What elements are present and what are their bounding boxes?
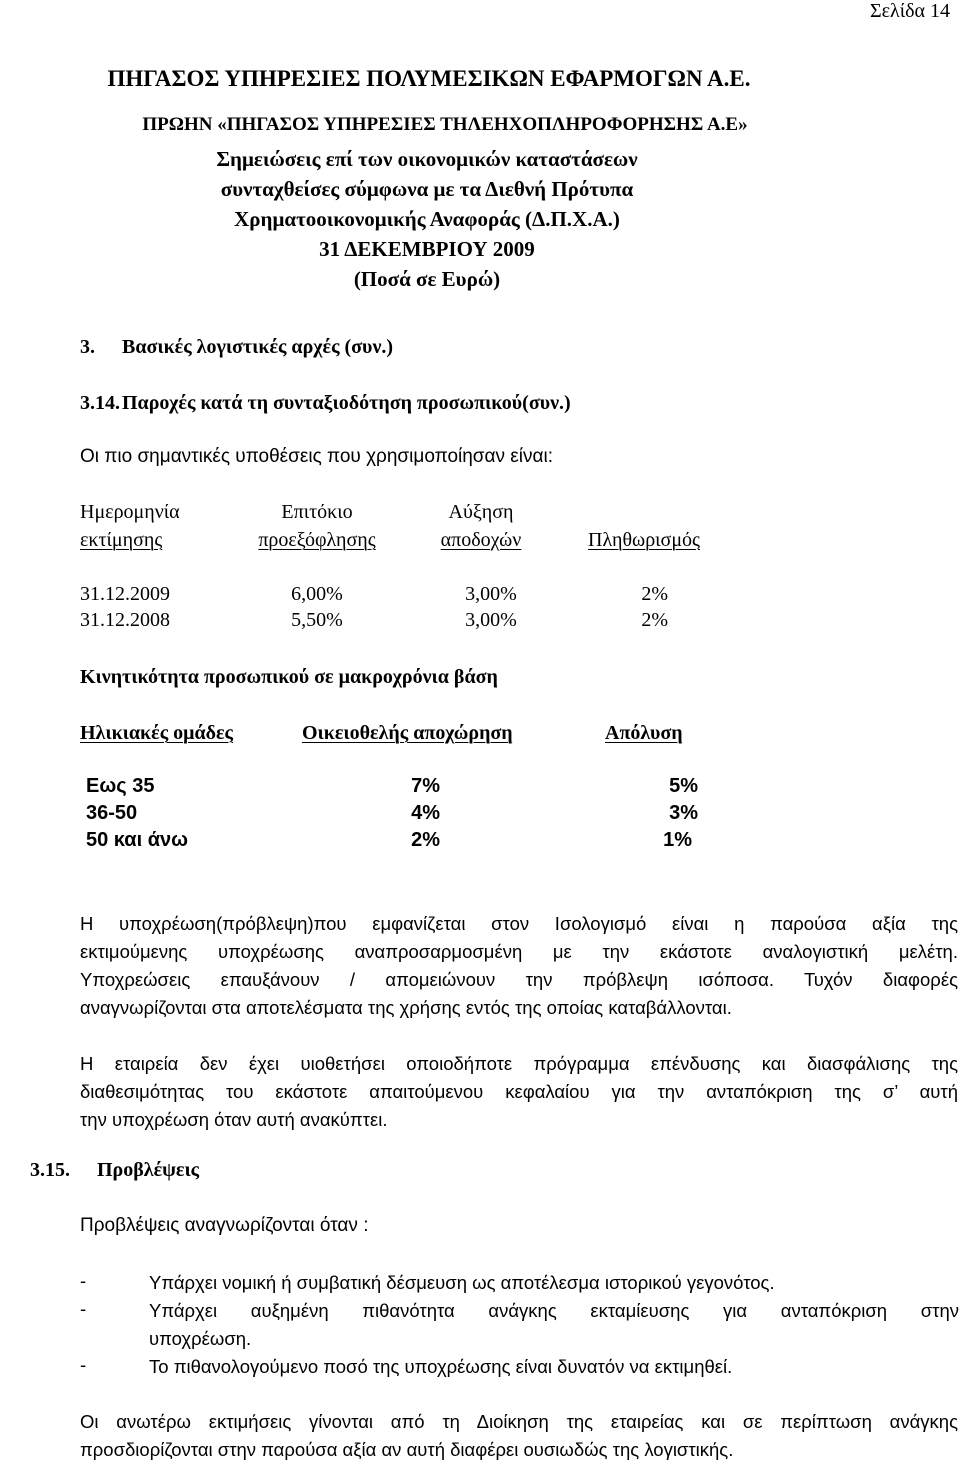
assumptions-header-inflation: Πληθωρισμός <box>588 529 700 551</box>
bullet-marker: - <box>80 1298 87 1319</box>
paragraph-line: διαθεσιμότητας του εκάστοτε απαιτούμενου κεφαλαίου για την ανταπόκριση της σ’ αυτή <box>80 1081 958 1102</box>
mobility-row-3-voluntary: 2% <box>411 829 440 851</box>
list-item <box>149 1297 959 1353</box>
section-3-14-number: 3.14. <box>80 392 120 414</box>
list-item-line: υποχρέωση. <box>149 1328 252 1349</box>
list-item <box>149 1353 959 1381</box>
mobility-row-3-age: 50 και άνω <box>86 829 189 851</box>
paragraph-line: την υποχρέωση όταν αυτή ανακύπτει. <box>80 1109 388 1130</box>
provisions-intro: Προβλέψεις αναγνωρίζονται όταν : <box>80 1215 369 1236</box>
funding-paragraph <box>80 1050 958 1134</box>
report-date: 31 ΔΕΚΕΜΒΡΙΟΥ 2009 <box>319 237 535 261</box>
paragraph-line: εκτιμούμενης υποχρέωσης αναπροσαρμοσμένη με την εκάστοτε αναλογιστική μελέτη. <box>80 941 958 962</box>
obligation-paragraph <box>80 910 958 1022</box>
assumptions-row-2-salary: 3,00% <box>465 609 517 631</box>
document-header <box>0 62 960 294</box>
assumptions-header-salary-line1: Αύξηση <box>448 501 514 523</box>
list-item <box>149 1269 959 1297</box>
mobility-header-age: Ηλικιακές ομάδες <box>80 722 233 744</box>
mobility-row-1-age: Εως 35 <box>86 775 155 797</box>
currency-note: (Ποσά σε Ευρώ) <box>353 267 501 291</box>
mobility-header-dismissal: Απόλυση <box>605 722 683 744</box>
former-company-name: ΠΡΩΗΝ «ΠΗΓΑΣΟΣ ΥΠΗΡΕΣΙΕΣ ΤΗΛΕΗΧΟΠΛΗΡΟΦΟΡΗΣΗΣ Α.Ε» <box>142 114 748 135</box>
section-3-number: 3. <box>80 336 95 358</box>
list-item-line: Υπάρχει νομική ή συμβατική δέσμευση ως αποτέλεσμα ιστορικού γεγονότος. <box>149 1272 775 1293</box>
page-number: Σελίδα 14 <box>869 0 950 22</box>
assumptions-header-date-line1: Ημερομηνία <box>80 501 180 523</box>
paragraph-line: Η εταιρεία δεν έχει υιοθετήσει οποιοδήποτε πρόγραμμα επένδυσης και διασφάλισης της <box>80 1053 958 1074</box>
assumptions-row-1-inflation: 2% <box>641 583 668 605</box>
list-item-line: Το πιθανολογούμενο ποσό της υποχρέωσης είναι δυνατόν να εκτιμηθεί. <box>149 1356 733 1377</box>
bullet-marker: - <box>80 1270 87 1291</box>
mobility-row-1-dismissal: 5% <box>669 775 698 797</box>
mobility-row-2-dismissal: 3% <box>669 802 698 824</box>
mobility-title: Κινητικότητα προσωπικού σε μακροχρόνια βάση <box>80 666 498 688</box>
notes-title: Σημειώσεις επί των οικονομικών καταστάσεων <box>216 147 638 171</box>
standards-line: συνταχθείσες σύμφωνα με τα Διεθνή Πρότυπα <box>220 177 634 201</box>
company-name: ΠΗΓΑΣΟΣ ΥΠΗΡΕΣΙΕΣ ΠΟΛΥΜΕΣΙΚΩΝ ΕΦΑΡΜΟΓΩΝ Α.Ε. <box>107 66 751 91</box>
mobility-row-1-voluntary: 7% <box>411 775 440 797</box>
paragraph-line: Οι ανωτέρω εκτιμήσεις γίνονται από τη Διοίκηση της εταιρείας και σε περίπτωση ανάγκης <box>80 1411 958 1432</box>
assumptions-row-1-date: 31.12.2009 <box>80 583 170 605</box>
assumptions-header-rate-line1: Επιτόκιο <box>281 501 353 523</box>
mobility-header-voluntary: Οικειοθελής αποχώρηση <box>302 722 513 744</box>
mobility-row-3-dismissal: 1% <box>663 829 692 851</box>
assumptions-row-2-inflation: 2% <box>641 609 668 631</box>
assumptions-row-1-rate: 6,00% <box>291 583 343 605</box>
assumptions-row-2-rate: 5,50% <box>291 609 343 631</box>
section-3-15-number: 3.15. <box>30 1159 70 1181</box>
assumptions-header-rate-line2: προεξόφλησης <box>258 529 376 551</box>
paragraph-line: προσδιορίζονται στην παρούσα αξία αν αυτή διαφέρει ουσιωδώς της λογιστικής. <box>80 1439 734 1460</box>
paragraph-line: αναγνωρίζονται στα αποτελέσματα της χρήσης εντός της οποίας καταβάλλονται. <box>80 997 732 1018</box>
mobility-row-2-voluntary: 4% <box>411 802 440 824</box>
ifrs-line: Χρηματοοικονομικής Αναφοράς (Δ.Π.Χ.Α.) <box>234 207 620 231</box>
paragraph-line: Υποχρεώσεις επαυξάνουν / απομειώνουν την πρόβλεψη ισόποσα. Τυχόν διαφορές <box>80 969 958 990</box>
mobility-row-2-age: 36-50 <box>86 802 138 824</box>
assumptions-header-date-line2: εκτίμησης <box>80 529 163 551</box>
section-3-title: Βασικές λογιστικές αρχές (συν.) <box>122 336 394 358</box>
section-3-14-title: Παροχές κατά τη συνταξιοδότηση προσωπικού(συν.) <box>122 392 571 414</box>
assumptions-row-1-salary: 3,00% <box>465 583 517 605</box>
list-item-line: Υπάρχει αυξημένη πιθανότητα ανάγκης εκταμίευσης για ανταπόκριση στην <box>149 1300 959 1321</box>
assumptions-header-salary-line2: αποδοχών <box>440 529 522 551</box>
assumptions-intro: Οι πιο σημαντικές υποθέσεις που χρησιμοποίησαν είναι: <box>80 446 553 467</box>
closing-paragraph <box>80 1408 958 1464</box>
paragraph-line: Η υποχρέωση(πρόβλεψη)που εμφανίζεται στον Ισολογισμό είναι η παρούσα αξία της <box>80 913 958 934</box>
bullet-marker: - <box>80 1354 87 1375</box>
section-3-15-title: Προβλέψεις <box>97 1159 200 1181</box>
assumptions-row-2-date: 31.12.2008 <box>80 609 170 631</box>
